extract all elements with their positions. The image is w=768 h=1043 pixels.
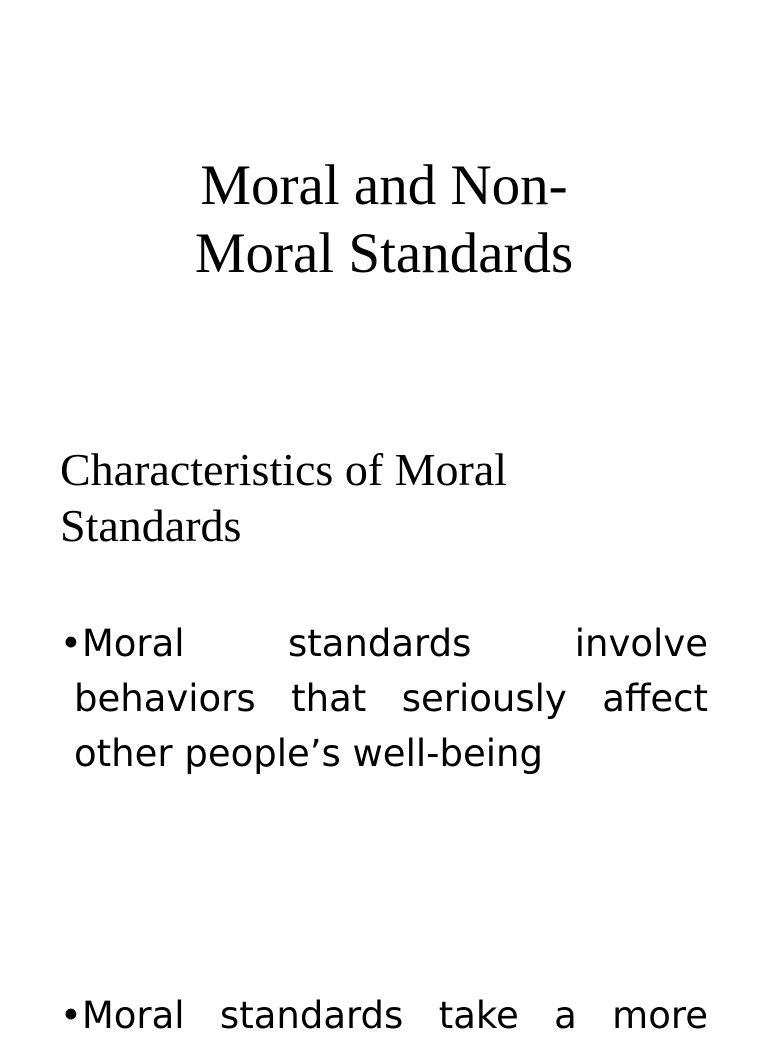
bullet-word: Moral [81,622,185,665]
bullet-first-word [60,988,185,1043]
bullet-line [60,616,708,671]
bullet-word: take [438,994,519,1037]
bullet-line [60,988,708,1043]
bullet-word: more [612,994,708,1037]
bullet-word: seriously [401,677,567,720]
section-heading [60,442,708,554]
slide-title-line-1: Moral and Non- [200,154,568,217]
bullet-marker: • [60,994,82,1037]
section-heading-line-1: Characteristics of Moral [60,444,508,495]
bullet-marker: • [60,622,82,665]
bullet-word: affect [602,677,708,720]
bullet-word: behaviors [74,677,256,720]
bullet-line [74,671,708,726]
bullet-word: a [554,994,577,1037]
slide-title [60,152,708,288]
section-heading-line-2: Standards [60,500,242,551]
bullet-word: that [291,677,367,720]
bullet-word: Moral [81,994,185,1037]
bullet-item [60,616,708,781]
bullet-item [60,988,708,1043]
bullet-word: standards [219,994,404,1037]
bullet-word: standards [287,622,472,665]
bullet-line: other people’s well-being [74,732,543,775]
slide-title-line-2: Moral Standards [194,222,574,285]
bullet-word: involve [574,622,708,665]
bullet-first-word [60,616,185,671]
